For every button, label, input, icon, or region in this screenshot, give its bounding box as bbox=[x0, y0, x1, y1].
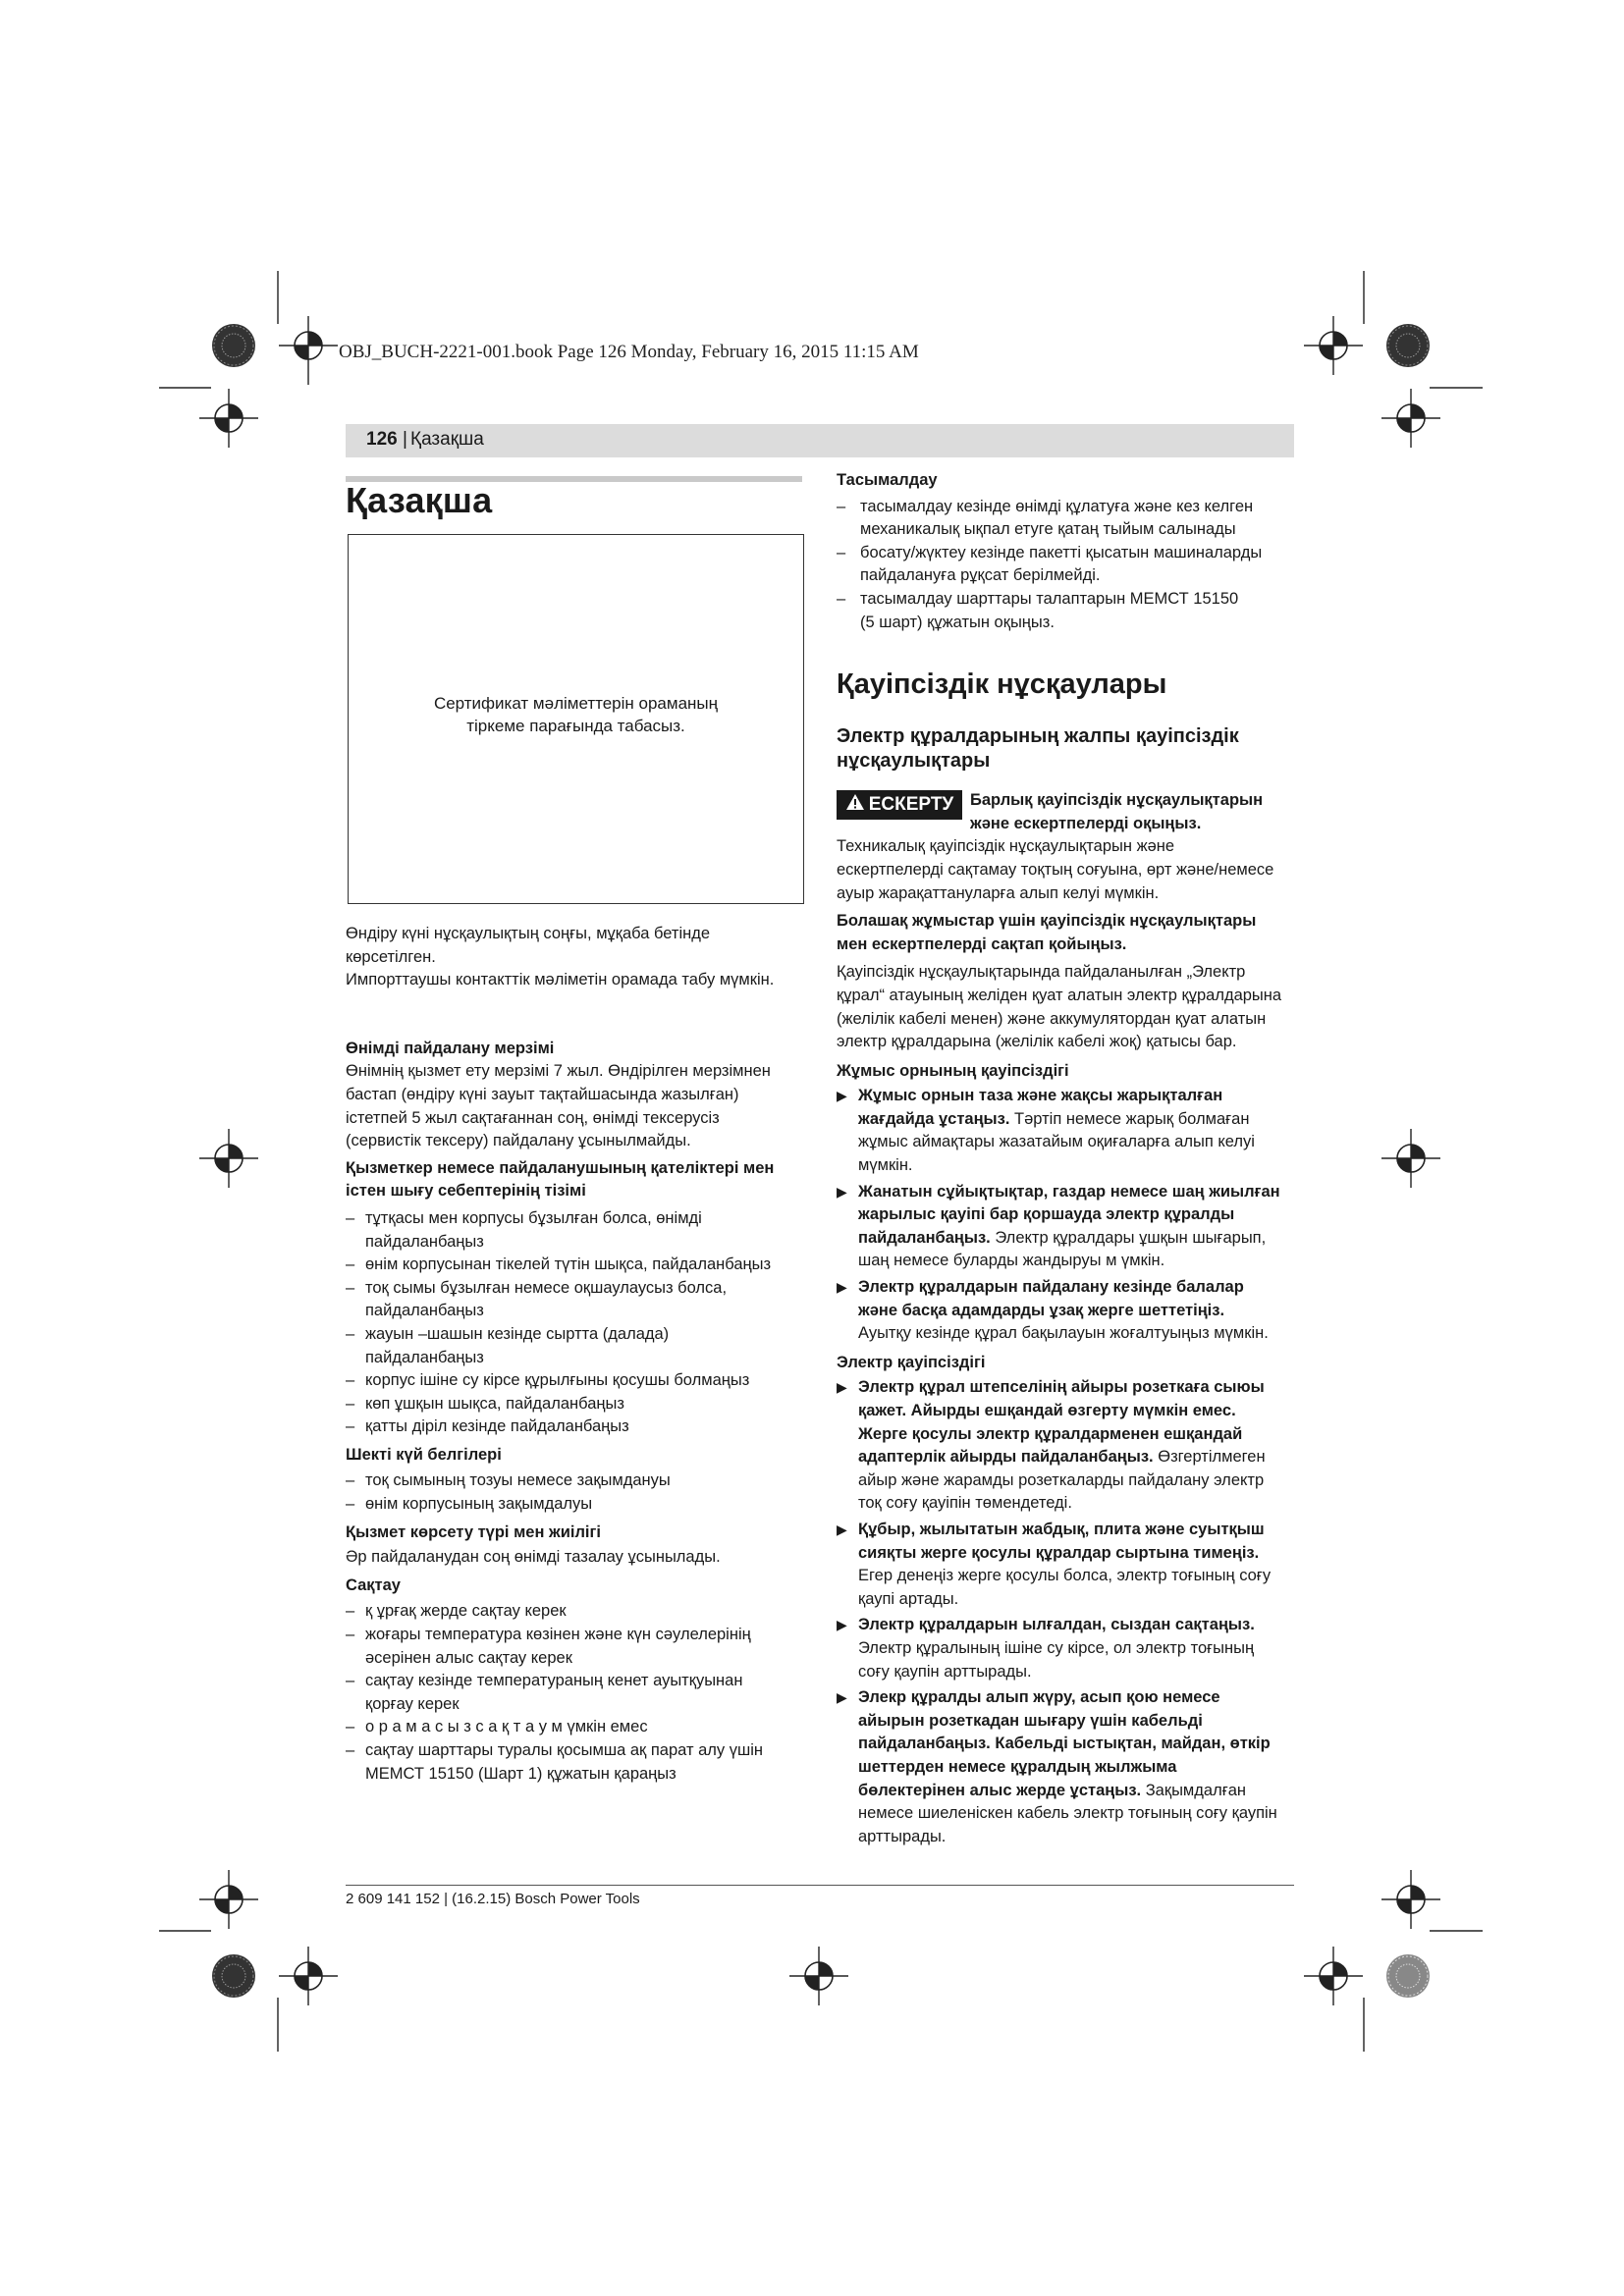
list-item: – босату/жүктеу кезінде пакетті қысатын машиналарды пайдалануға рұқсат берілмейді. bbox=[837, 543, 1263, 585]
service-life-line: Өнімнің қызмет ету мерзімі 7 жыл. Өндірілген мерзімнен bbox=[346, 1062, 771, 1081]
safety-heading: Қауіпсіздік нұсқаулары bbox=[837, 668, 1167, 701]
storage-heading: Сақтау bbox=[346, 1575, 401, 1594]
general-safety-heading: нұсқаулықтары bbox=[837, 750, 991, 773]
keep-instructions-heading: Болашақ жұмыстар үшін қауіпсіздік нұсқаулықтары bbox=[837, 912, 1257, 931]
color-rose-bottom-right bbox=[1386, 1954, 1430, 1998]
general-safety-heading: Электр құралдарының жалпы қауіпсіздік bbox=[837, 725, 1239, 748]
transport-heading: Тасымалдау bbox=[837, 471, 938, 489]
list-item: – көп ұшқын шықса, пайдаланбаңыз bbox=[346, 1394, 624, 1413]
list-item: ▶ Құбыр, жылытатын жабдық, плита және суытқыш сияқты жерге қосулы құралдар сыртына тимеңіз. Егер денеңіз жерге қосулы болса, электр тоғының соғу қаупі артады. bbox=[837, 1520, 1272, 1608]
service-text: Әр пайдаланудан соң өнімді тазалау ұсынылады. bbox=[346, 1548, 721, 1567]
header-language: Қазақша bbox=[410, 429, 484, 450]
list-item: – корпус ішіне су кірсе құрылғыны қосушы болмаңыз bbox=[346, 1371, 750, 1390]
keep-text-line: Қауіпсіздік нұсқаулықтарында пайдаланылған „Электр bbox=[837, 963, 1246, 982]
keep-text-line: (желілік кабелі менен) және аккумулятордан қуат алатын bbox=[837, 1009, 1267, 1028]
list-item: – о р а м а с ы з с а қ т а у м үмкін емес bbox=[346, 1718, 648, 1736]
page-number: 126 bbox=[366, 429, 398, 450]
errors-heading-line: істен шығу себептерінің тізімі bbox=[346, 1182, 586, 1201]
warning-triangle-icon bbox=[845, 793, 865, 818]
warning-bold-line: және ескертпелерді оқыңыз. bbox=[970, 814, 1202, 832]
electric-safety-heading: Электр қауіпсіздігі bbox=[837, 1353, 986, 1371]
list-item: – өнім корпусынан тікелей түтін шықса, пайдаланбаңыз bbox=[346, 1255, 772, 1274]
intro-line: Өндіру күні нұсқаулықтың соңғы, мұқаба бетінде bbox=[346, 925, 711, 942]
reg-mark-left-lower bbox=[199, 1870, 258, 1929]
footer-text: 2 609 141 152 | (16.2.15) Bosch Power Tools bbox=[346, 1891, 640, 1907]
list-item: – қатты діріл кезінде пайдаланбаңыз bbox=[346, 1417, 629, 1436]
reg-mark-right-upper bbox=[1381, 389, 1440, 448]
left-column bbox=[346, 923, 805, 1786]
list-item: – тасымалдау шарттары талаптарын МЕМСТ 15150 (5 шарт) құжатын оқыңыз. bbox=[837, 589, 1239, 631]
running-header bbox=[346, 424, 1294, 457]
keep-text-line: құрал“ атауының желіден қуат алатын электр құралдарына bbox=[837, 986, 1282, 1004]
warning-text-line: Техникалық қауіпсіздік нұсқаулықтарын және bbox=[837, 837, 1175, 856]
color-rose-bottom-left bbox=[212, 1954, 255, 1998]
color-rose-top-right bbox=[1386, 324, 1430, 367]
color-rose-top-left bbox=[212, 324, 255, 367]
warning-bold-line: Барлық қауіпсіздік нұсқаулықтарын bbox=[970, 791, 1264, 810]
certificate-box bbox=[348, 534, 804, 904]
reg-mark-bottom-right bbox=[1304, 1947, 1363, 2005]
list-item: ▶ Элекр құралды алып жүру, асып қою немесе айырын розеткадан шығару үшін кабельді пайдаланбаңыз. Кабельді ыстықтан, майдан, өткір шеттерден немесе құралдың жылжыма бөлектерінен алыс жерде ұстаңыз. Зақымдалған немесе шиеленіскен кабель электр тоғының соғу қаупін арттырады. bbox=[837, 1688, 1277, 1845]
print-slug: OBJ_BUCH-2221-001.book Page 126 Monday, February 16, 2015 11:15 AM bbox=[339, 342, 919, 362]
reg-mark-bottom-center bbox=[789, 1947, 848, 2005]
certificate-text-line: Сертификат мәліметтерін ораманың bbox=[433, 694, 719, 713]
limit-states-heading: Шекті күй белгілері bbox=[346, 1445, 502, 1464]
list-item: ▶ Жұмыс орнын таза және жақсы жарықталған жағдайда ұстаңыз. Тәртіп немесе жарық болмаған жұмыс аймақтары жазатайым оқиғаларға алып келуі мүмкін. bbox=[837, 1087, 1255, 1175]
list-item: – жауын –шашын кезінде сыртта (далада) пайдаланбаңыз bbox=[346, 1324, 670, 1366]
header-separator: | bbox=[403, 429, 407, 450]
list-item: ▶ Электр құралдарын ылғалдан, сыздан сақтаңыз. Электр құралының ішіне су кірсе, ол электр тоғының соғу қаупін арттырады. bbox=[837, 1616, 1255, 1681]
warning-badge bbox=[837, 790, 962, 820]
errors-list bbox=[346, 1207, 805, 1439]
keep-text-line: электр құралдарына (желілік кабелі жоқ) қатысы бар. bbox=[837, 1033, 1237, 1051]
warning-text-line: ауыр жарақаттануларға алып келуі мүмкін. bbox=[837, 883, 1160, 902]
list-item: – сақтау шарттары туралы қосымша ақ парат алу үшін МЕМСТ 15150 (Шарт 1) құжатын қараңыз bbox=[346, 1741, 763, 1783]
workplace-heading: Жұмыс орнының қауіпсіздігі bbox=[837, 1061, 1069, 1080]
list-item: ▶ Жанатын сұйықтықтар, газдар немесе шаң жиылған жарылыс қауіпі бар қоршауда электр құралды пайдаланбаңыз. Электр құралдары ұшқын шығарып, шаң немесе буларды жандыруы м үмкін. bbox=[837, 1182, 1280, 1270]
reg-mark-right-lower bbox=[1381, 1870, 1440, 1929]
service-life-line: (сервистік тексеру) пайдалану ұсынылмайды. bbox=[346, 1132, 691, 1150]
service-life-heading: Өнімді пайдалану мерзімі bbox=[346, 1039, 555, 1057]
list-item: ▶ Электр құралдарын пайдалану кезінде балалар және басқа адамдарды ұзақ жерге шеттетіңіз. Ауытқу кезінде құрал бақылауын жоғалтуыңыз мүмкін. bbox=[837, 1278, 1269, 1343]
reg-mark-left-middle bbox=[199, 1129, 258, 1188]
intro-line: Импорттаушы контакттік мәліметін орамада табу мүмкін. bbox=[346, 971, 775, 989]
reg-mark-bottom-left bbox=[279, 1947, 338, 2005]
reg-mark-top-right bbox=[1304, 316, 1363, 375]
page-title: Қазақша bbox=[346, 480, 493, 520]
reg-mark-left-upper bbox=[199, 389, 258, 448]
certificate-text-line: тіркеме парағында табасыз. bbox=[466, 717, 685, 735]
warning-badge-label: ЕСКЕРТУ bbox=[868, 794, 954, 816]
list-item: – өнім корпусының зақымдалуы bbox=[346, 1495, 593, 1514]
list-item: – тасымалдау кезінде өнімді құлатуға және кез келген механикалық ықпал етуге қатаң тыйым салынады bbox=[837, 497, 1254, 539]
right-column bbox=[837, 469, 1298, 1848]
service-life-line: істетпей 5 жыл сақтағаннан соң, өнімді тексерусіз bbox=[346, 1108, 720, 1127]
service-heading: Қызмет көрсету түрі мен жиілігі bbox=[346, 1522, 601, 1541]
service-life-line: бастап (өндіру күні зауыт тақтайшасында жазылған) bbox=[346, 1085, 739, 1103]
list-item: – тоқ сымы бұзылған немесе оқшаулаусыз болса, пайдаланбаңыз bbox=[346, 1278, 728, 1320]
list-item: ▶ Электр құрал штепселінің айыры розеткаға сыюы қажет. Айырды ешқандай өзгерту мүмкін емес. Жерге қосулы электр құралдарменен ешқандай адаптерлік айырды пайдаланбаңыз. Өзгертілмеген айыр және жарамды розеткаларды пайдалану электр тоқ соғу қауіпін төмендетеді. bbox=[837, 1378, 1266, 1513]
intro-line: көрсетілген. bbox=[346, 947, 436, 966]
list-item: – қ ұрғақ жерде сақтау керек bbox=[346, 1602, 567, 1621]
list-item: – тұтқасы мен корпусы бұзылған болса, өнімді пайдаланбаңыз bbox=[346, 1208, 702, 1251]
footer-rule bbox=[346, 1885, 1294, 1886]
list-item: – жоғары температура көзінен және күн сәулелерінің әсерінен алыс сақтау керек bbox=[346, 1626, 751, 1667]
warning-block bbox=[837, 789, 1298, 835]
reg-mark-top-left bbox=[279, 316, 338, 375]
list-item: – тоқ сымының тозуы немесе зақымдануы bbox=[346, 1471, 671, 1490]
keep-instructions-heading: мен ескертпелерді сақтап қойыңыз. bbox=[837, 934, 1127, 953]
errors-heading-line: Қызметкер немесе пайдаланушының қателіктері мен bbox=[346, 1158, 775, 1177]
warning-text-line: ескертпелерді сақтамау тоқтың соғуына, өрт және/немесе bbox=[837, 860, 1274, 879]
list-item: – сақтау кезінде температураның кенет ауытқуынан қорғау керек bbox=[346, 1672, 743, 1713]
reg-mark-right-middle bbox=[1381, 1129, 1440, 1188]
